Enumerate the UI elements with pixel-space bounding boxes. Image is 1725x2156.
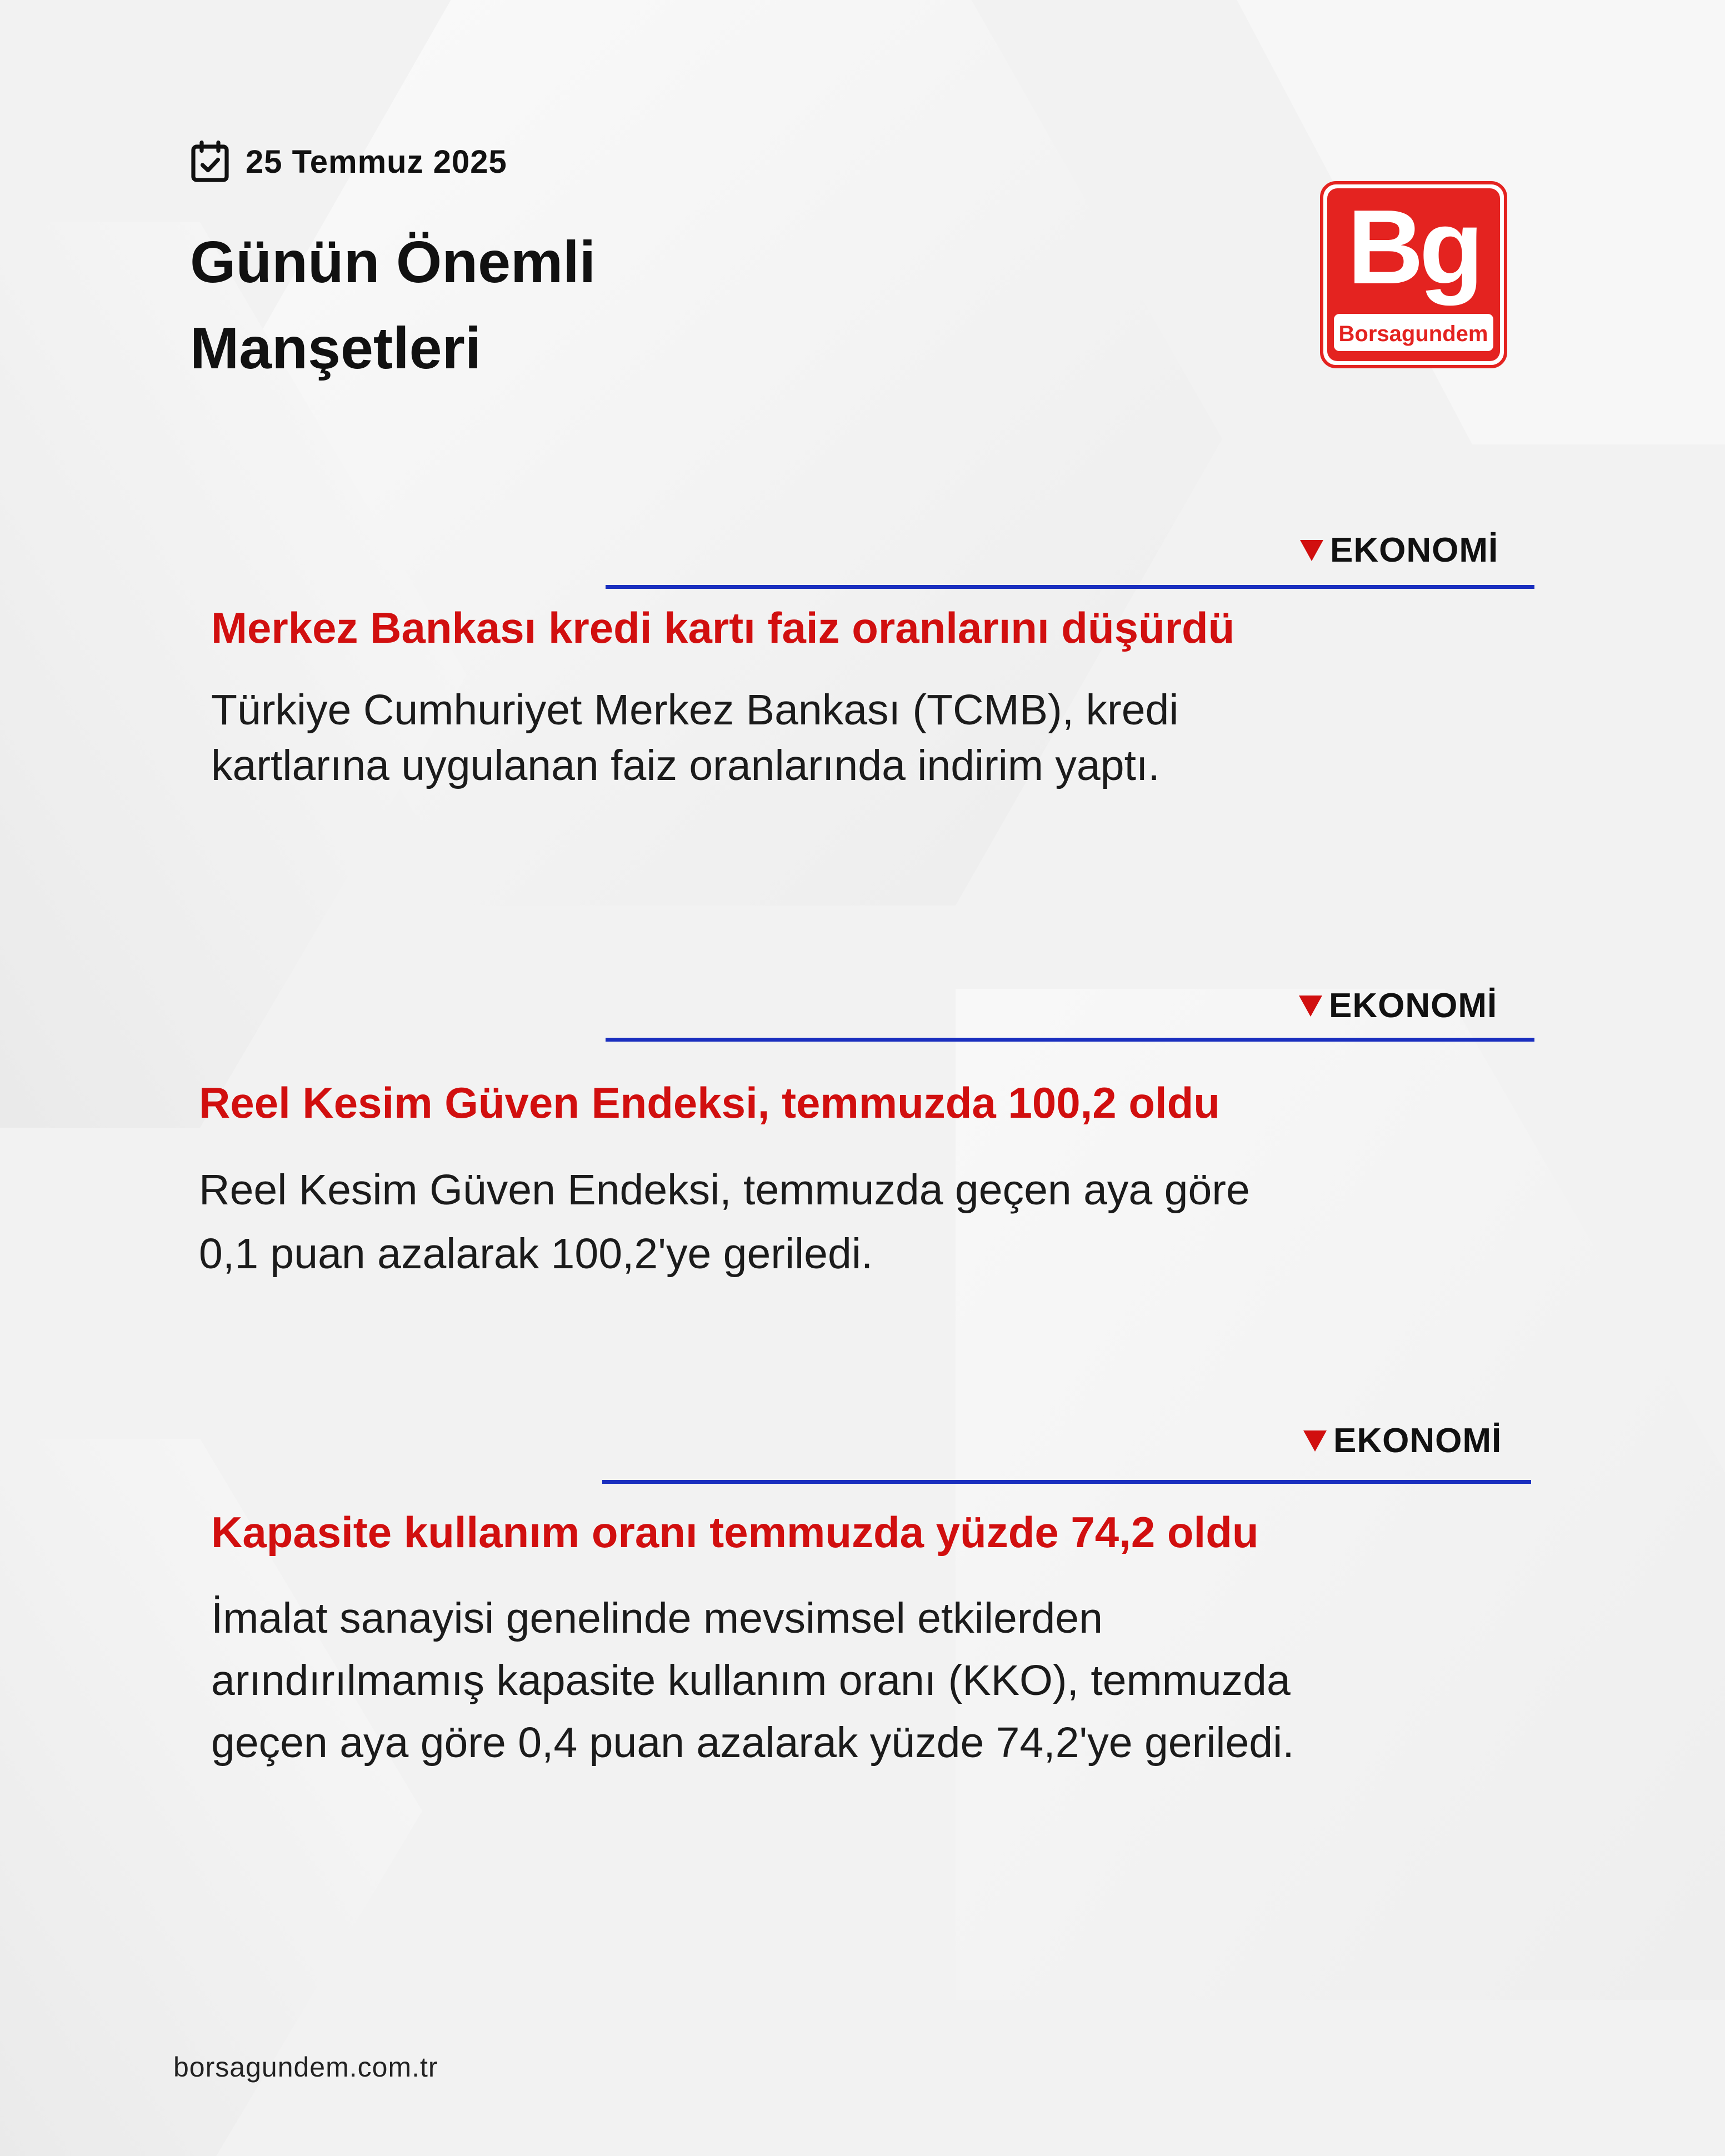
headline: Merkez Bankası kredi kartı faiz oranlarını düşürdü <box>211 603 1235 652</box>
headline: Kapasite kullanım oranı temmuzda yüzde 74,2 oldu <box>211 1508 1259 1557</box>
summary-line: Reel Kesim Güven Endeksi, temmuzda geçen aya göre <box>199 1166 1250 1214</box>
summary-line: geçen aya göre 0,4 puan azalarak yüzde 74,2'ye geriledi. <box>211 1719 1294 1767</box>
date-label: 25 Temmuz 2025 <box>246 143 507 180</box>
triangle-down-icon <box>1300 539 1323 561</box>
headline: Reel Kesim Güven Endeksi, temmuzda 100,2 oldu <box>199 1078 1220 1127</box>
svg-text:Borsagundem: Borsagundem <box>1338 322 1488 346</box>
summary-line: İmalat sanayisi genelinde mevsimsel etkilerden <box>211 1594 1103 1642</box>
triangle-down-icon <box>1299 994 1322 1017</box>
category-tag <box>1299 983 1497 1028</box>
section-divider <box>602 1480 1531 1484</box>
borsagundem-logo-icon <box>1319 181 1508 369</box>
summary-line: 0,1 puan azalarak 100,2'ye geriledi. <box>199 1230 873 1278</box>
category-label: EKONOMİ <box>1330 531 1499 569</box>
summary-line: Türkiye Cumhuriyet Merkez Bankası (TCMB), kredi <box>211 686 1179 734</box>
summary-line: kartlarına uygulanan faiz oranlarında indirim yaptı. <box>211 742 1160 789</box>
category-label: EKONOMİ <box>1333 1421 1502 1460</box>
calendar-check-icon <box>190 140 230 183</box>
triangle-down-icon <box>1303 1429 1327 1452</box>
summary-line: arındırılmamış kapasite kullanım oranı (KKO), temmuzda <box>211 1657 1291 1704</box>
footer-url[interactable]: borsagundem.com.tr <box>173 2052 438 2083</box>
svg-text:Bg: Bg <box>1347 188 1479 306</box>
summary <box>211 1587 1294 1774</box>
category-tag <box>1300 528 1498 572</box>
summary <box>211 682 1178 793</box>
category-tag <box>1303 1418 1502 1463</box>
section-divider <box>606 585 1534 589</box>
page-title <box>190 219 968 392</box>
page-title-line: Manşetleri <box>190 316 482 381</box>
page-title-line: Günün Önemli <box>190 229 596 295</box>
section-divider <box>606 1038 1534 1042</box>
category-label: EKONOMİ <box>1329 986 1498 1025</box>
date-row <box>190 138 507 186</box>
summary <box>199 1158 1250 1286</box>
